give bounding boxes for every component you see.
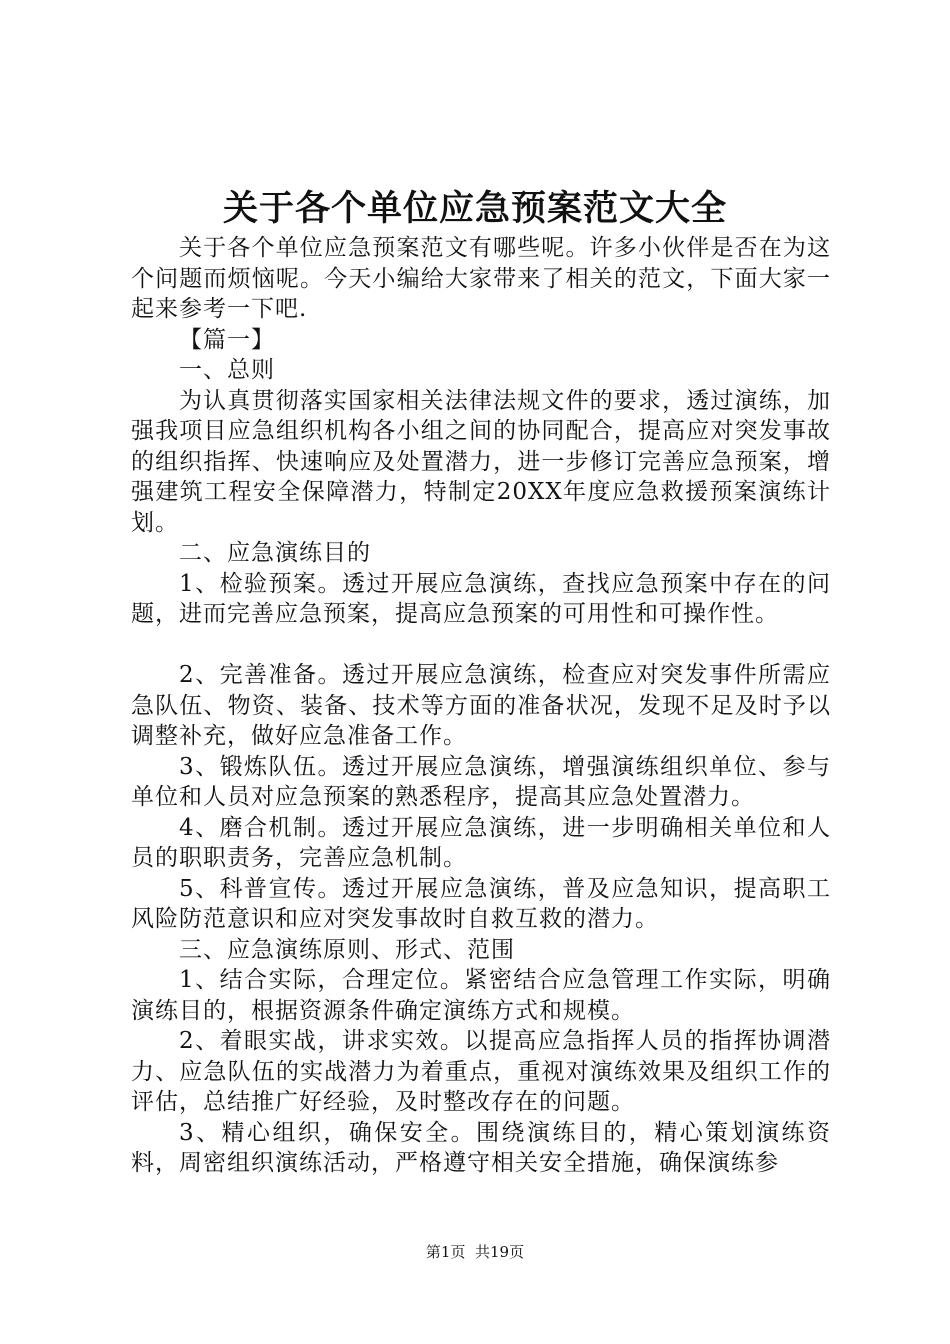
paragraph-principle-2: 2、着眼实战，讲求实效。以提高应急指挥人员的指挥协调潜力、应急队伍的实战潜力为着重点，重视对演练效果及组织工作的评估，总结推广好经验，及时整改存在的问题。 [131, 1028, 831, 1115]
paragraph-purpose-4: 4、磨合机制。透过开展应急演练，进一步明确相关单位和人员的职职责务，完善应急机制。 [131, 814, 831, 871]
paragraph-principle-3: 3、精心组织，确保安全。围绕演练目的，精心策划演练资料，周密组织演练活动，严格遵守相关安全措施，确保演练参 [131, 1119, 831, 1176]
paragraph-intro: 关于各个单位应急预案范文有哪些呢。许多小伙伴是否在为这个问题而烦恼呢。今天小编给大家带来了相关的范文，下面大家一起来参考一下吧. [131, 235, 831, 322]
document-title: 关于各个单位应急预案范文大全 [222, 188, 727, 229]
paragraph-purpose-2: 2、完善准备。透过开展应急演练，检查应对突发事件所需应急队伍、物资、装备、技术等方面的准备状况，发现不足及时予以调整补充，做好应急准备工作。 [131, 662, 831, 749]
section-heading-principles: 三、应急演练原则、形式、范围 [179, 936, 515, 963]
document-body [131, 233, 831, 1179]
page-footer [0, 1242, 950, 1262]
paragraph-principle-1: 1、结合实际，合理定位。紧密结合应急管理工作实际，明确演练目的，根据资源条件确定演练方式和规模。 [131, 967, 831, 1024]
paragraph-purpose-5: 5、科普宣传。透过开展应急演练，普及应急知识，提高职工风险防范意识和应对突发事故时自救互救的潜力。 [131, 875, 831, 932]
paragraph-general: 为认真贯彻落实国家相关法律法规文件的要求，透过演练，加强我项目应急组织机构各小组之间的协同配合，提高应对突发事故的组织指挥、快速响应及处置潜力，进一步修订完善应急预案，增强建筑工程安全保障潜力，特制定20XX年度应急救援预案演练计划。 [131, 387, 831, 536]
section-heading-part-one: 【篇一】 [179, 326, 275, 353]
blank-line [131, 630, 831, 661]
paragraph-purpose-1: 1、检验预案。透过开展应急演练，查找应急预案中存在的问题，进而完善应急预案，提高应急预案的可用性和可操作性。 [131, 570, 831, 627]
page-number-label: 第1页 共19页 [425, 1243, 525, 1261]
section-heading-purpose: 二、应急演练目的 [179, 540, 371, 566]
section-heading-general: 一、总则 [179, 357, 275, 383]
paragraph-purpose-3: 3、锻炼队伍。透过开展应急演练，增强演练组织单位、参与单位和人员对应急预案的熟悉程序，提高其应急处置潜力。 [131, 753, 831, 810]
